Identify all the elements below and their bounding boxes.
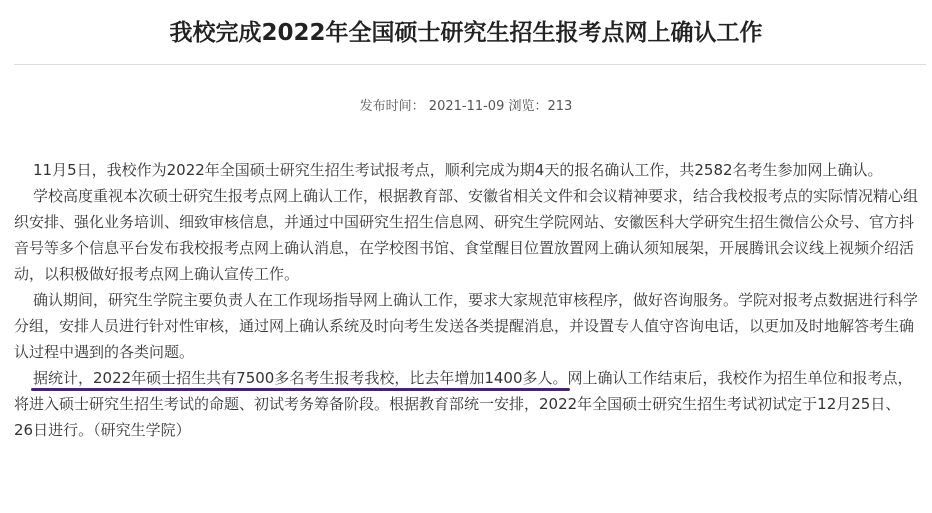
article-paragraph-final <box>14 365 918 443</box>
article-paragraph: 11月5日，我校作为2022年全国硕士研究生招生考试报考点，顺利完成为期4天的报名确认工作，共2582名考生参加网上确认。 <box>33 161 883 179</box>
article-paragraph: 学校高度重视本次硕士研究生报考点网上确认工作，根据教育部、安徽省相关文件和会议精神要求，结合我校报考点的实际情况精心组织安排、强化业务培训、细致审核信息，并通过中国研究生招生信息网、研究生学院网站、安徽医科大学研究生招生微信公众号、官方抖音号等多个信息平台发布我校报考点网上确认消息，在学校图书馆、食堂醒目位置放置网上确认须知展架，开展腾讯会议线上视频介绍活动，以积极做好报考点网上确认宣传工作。 <box>14 187 919 283</box>
article-body <box>14 157 918 443</box>
highlighted-statistic: 据统计，2022年硕士招生共有7500多名考生报考我校，比去年增加1400多人。 <box>33 369 568 387</box>
title-divider <box>14 64 926 65</box>
final-paragraph-text: 网上确认工作结束后，我校作为招生单位和报考点，将进入硕士研究生招生考试的命题、初试考务筹备阶段。根据教育部统一安排，2022年全国硕士研究生招生考试初试定于12月25日、26日进行。（研究生学院） <box>14 369 913 439</box>
views-count: 213 <box>547 99 573 114</box>
highlight-underline <box>31 388 570 391</box>
article-paragraph: 确认期间，研究生学院主要负责人在工作现场指导网上确认工作，要求大家规范审核程序，做好咨询服务。学院对报考点数据进行科学分组，安排人员进行针对性审核，通过网上确认系统及时向考生发送各类提醒消息，并设置专人值守咨询电话，以更加及时地解答考生确认过程中遇到的各类问题。 <box>14 291 919 361</box>
publish-date: 2021-11-09 <box>428 99 505 114</box>
article-meta <box>0 95 932 114</box>
publish-label: 发布时间： <box>359 99 425 114</box>
article-title: 我校完成2022年全国硕士研究生招生报考点网上确认工作 <box>169 20 763 46</box>
views-label: 浏览： <box>508 99 548 114</box>
